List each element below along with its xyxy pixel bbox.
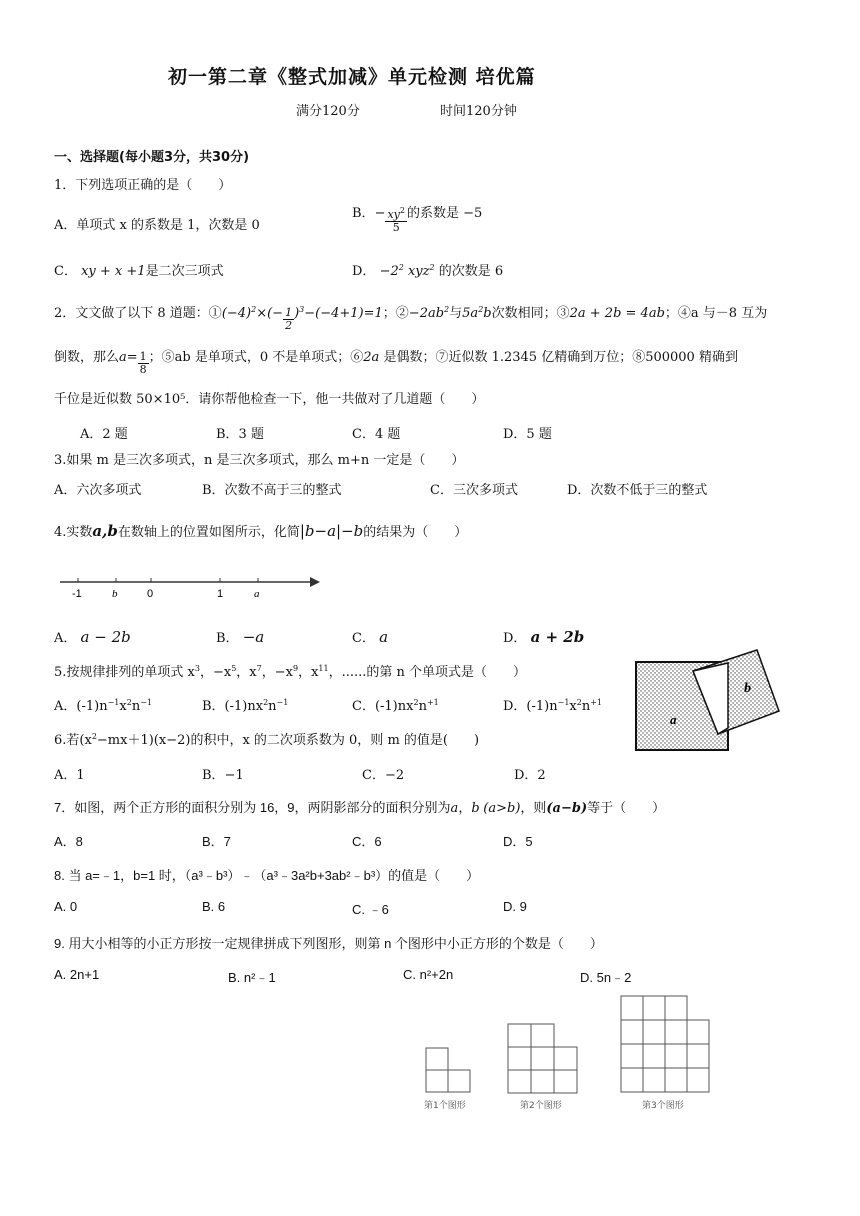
question-2-line-2: 倒数，那么a= $\frac{1}{8}$ ；⑤ab 是单项式，0 不是单项式；⑥2a 是偶数；⑦近似数 1.2345 亿精确到万位；⑧500000 精确到 [54, 350, 738, 376]
question-1-stem: 1．下列选项正确的是（ ） [54, 178, 232, 193]
pattern-figure-3 [621, 996, 709, 1092]
label-b: b [744, 681, 751, 696]
pattern-figure-2 [508, 1024, 577, 1093]
label-a: a [254, 588, 260, 600]
label-a: a [670, 712, 677, 727]
label-0: 0 [147, 588, 154, 600]
q2-option-d: D．5 题 [503, 427, 552, 442]
q3-option-b: B．次数不高于三的整式 [202, 483, 342, 498]
q9-option-c: C. n²+2n [403, 967, 454, 982]
q4-option-c: C． a [352, 628, 389, 646]
q7-option-b: B．7 [202, 834, 231, 849]
q7-option-a: A．8 [54, 834, 83, 849]
question-9-stem: 9. 用大小相等的小正方形按一定规律拼成下列图形，则第 n 个图形中小正方形的个数是（ ） [54, 936, 603, 951]
q7-option-c: C．6 [352, 834, 382, 849]
q5-option-c: C．$(-1)nx^2n^{+1}$ [352, 698, 439, 714]
q2-option-c: C．4 题 [352, 427, 401, 442]
q7-option-d: D．5 [503, 834, 533, 849]
q8-option-b: B. 6 [202, 899, 226, 914]
exam-time: 时间120分钟 [440, 104, 517, 119]
full-score: 满分120分 [296, 104, 360, 119]
question-2-line-3: 千位是近似数 50×10⁵．请你帮他检查一下，他一共做对了几道题（ ） [54, 392, 485, 407]
q5-option-b: B．$(-1)nx^2n^{-1}$ [202, 698, 289, 714]
q8-option-d: D. 9 [503, 899, 527, 914]
label-1: 1 [217, 588, 224, 600]
caption-figure-3: 第3个图形 [642, 1101, 684, 1111]
square-pattern-figure [418, 990, 728, 1114]
q4-option-d: D． a + 2b [503, 628, 585, 646]
q9-option-a: A. 2n+1 [54, 967, 100, 982]
q5-option-a: A．$(-1)n^{-1}x^2n^{-1}$ [54, 698, 152, 714]
q3-option-a: A．六次多项式 [54, 483, 142, 498]
q6-option-d: D．2 [514, 768, 546, 783]
pattern-figure-1 [426, 1048, 470, 1092]
q1-option-a: A．单项式 x 的系数是 1，次数是 0 [54, 218, 260, 233]
q4-option-a: A． a − 2b [54, 628, 131, 646]
q6-option-c: C．−2 [362, 768, 405, 783]
q1-option-c: C． xy + x +1是二次三项式 [54, 264, 224, 279]
question-3-stem: 3.如果 m 是三次多项式，n 是三次多项式，那么 m+n 一定是（ ） [54, 453, 465, 468]
question-8-stem: 8. 当 a=﹣1，b=1 时，（a³﹣b³）﹣（a³﹣3a²b+3ab²﹣b³）的值是（ ） [54, 868, 480, 883]
label-b: b [112, 588, 118, 600]
question-4-stem: 4.实数a,b在数轴上的位置如图所示，化简|b−a|−b的结果为（ ） [54, 522, 468, 540]
q8-option-c: C. ﹣6 [352, 902, 389, 917]
overlapping-squares-figure [630, 636, 790, 756]
q3-option-d: D．次数不低于三的整式 [567, 483, 708, 498]
page-title: 初一第二章《整式加减》单元检测 培优篇 [168, 66, 536, 88]
q4-option-b: B． −a [216, 628, 265, 646]
q9-option-d: D. 5n﹣2 [580, 970, 632, 985]
q3-option-c: C．三次多项式 [430, 483, 518, 498]
number-line-figure [58, 570, 326, 602]
axis-arrow-icon [310, 577, 320, 587]
q9-option-b: B. n²﹣1 [228, 970, 276, 985]
q6-option-a: A．1 [54, 768, 85, 783]
question-7-stem: 7．如图，两个正方形的面积分别为 16，9，两阴影部分的面积分别为a，b (a>b)，则(a−b)等于（ ） [54, 800, 666, 816]
question-5-stem: 5.按规律排列的单项式 $x^3$，$-x^5$，$x^7$，$-x^9$，$x^{11}$，......的第 n 个单项式是（ ） [54, 664, 527, 680]
caption-figure-1: 第1个图形 [424, 1101, 466, 1111]
q1-option-b: B．− $\frac{xy^2}{5}$ 的系数是 −5 [352, 206, 483, 234]
question-2-line-1: 2．文文做了以下 8 道题：$①(-4)^2\times(-$ $\frac{1}{2}$ )$^3$−(−4+1)=1；$②-2ab^2$与$5a^2b$次数相同；③2a + 2b = 4ab；④a 与－8 互为 [54, 305, 768, 332]
q1-option-d: D． $-2^2$ xyz$^2$ 的次数是 6 [352, 263, 504, 279]
q2-option-a: A．2 题 [80, 427, 128, 442]
q6-option-b: B．−1 [202, 768, 244, 783]
caption-figure-2: 第2个图形 [520, 1101, 562, 1111]
q8-option-a: A. 0 [54, 899, 78, 914]
section-heading: 一、选择题(每小题3分，共30分) [54, 150, 250, 165]
q2-option-b: B．3 题 [216, 427, 264, 442]
label-neg1: -1 [72, 588, 82, 600]
question-6-stem: 6.若$(x^2-mx+1)(x-2)$的积中，x 的二次项系数为 0，则 m 的值是( ) [54, 732, 480, 748]
q5-option-d: D．$(-1)n^{-1}x^2n^{+1}$ [503, 698, 603, 714]
